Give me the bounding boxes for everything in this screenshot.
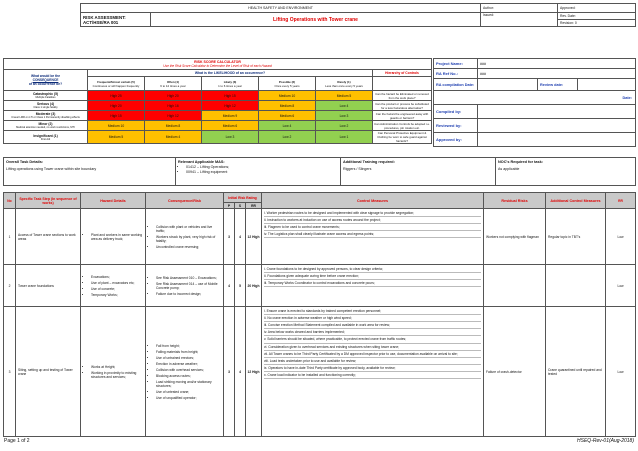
ra-ref-value: ### (478, 69, 636, 79)
noc-label: NOC's Required for task: (498, 160, 543, 164)
hazard-item: • Plant and workers in same working area as delivery truck; (91, 233, 143, 241)
author-field: Author: (481, 4, 558, 13)
consequence-item: • Collision with overhead services; (156, 368, 221, 372)
col-consequence: Consequence/Risk (146, 193, 224, 209)
consequence-list (148, 344, 221, 400)
hazard-item: • Temporary Works; (91, 293, 143, 297)
consequence-item: • Failure due to incorrect design; (156, 292, 221, 296)
assessment-table (3, 192, 636, 437)
consequence-item: • See Risk Assessment 010 – Excavations; (156, 276, 221, 280)
risk-rating: 20 High (246, 265, 262, 307)
overall-task-label: Overall Task Details: (6, 160, 44, 164)
consequence-level: Minor (2) Medical attention needed, no work restrictions, MTI (4, 121, 88, 131)
risk-cell: Low 3 (202, 131, 259, 144)
consequence-list (148, 225, 221, 249)
calculator-subtitle: Use the Risk Score Calculator to Determine the Level of Risk of each Hazard (163, 64, 272, 68)
issued-field: Issued: (481, 13, 558, 27)
risk-cell: Medium 6 (202, 121, 259, 131)
consequence-list (148, 276, 221, 296)
additional-controls: Regular topic in TBT's (546, 209, 606, 265)
doc-title: Lifting Operations with Tower crane (151, 13, 481, 27)
training-value: Riggers / Slingers (343, 167, 372, 171)
residual-risk: Workers not complying with flagman (484, 209, 546, 265)
col-hazard: Hazard Details (81, 193, 146, 209)
consequence-item: • Falling materials from height; (156, 350, 221, 354)
consequence-item: • Workers struck by plant, very high risk of fatality; (156, 235, 221, 243)
consequence-item: • Use of untested crane; (156, 390, 221, 394)
project-name-value: ### (478, 59, 636, 69)
likelihood-heading: What is the LIKELIHOOD of an occurrence? (88, 70, 373, 77)
mas-item: • 00941 – Lifting equipment (186, 170, 338, 174)
likelihood-col: Rarely (1) Less than once every 5 years (316, 77, 373, 91)
review-date-label: Review date: (538, 79, 578, 91)
row-number: 2 (4, 265, 16, 307)
risk-cell: High 16 (145, 101, 202, 111)
control-item: ii. No crane erection in adverse weather or high wind speed; (264, 316, 481, 322)
assessment-row (4, 209, 636, 265)
row-number: 3 (4, 307, 16, 437)
risk-score-calculator (3, 58, 432, 144)
approved-field: Approved: (558, 4, 636, 13)
risk-cell: Low 2 (259, 131, 316, 144)
risk-cell: Medium 8 (145, 121, 202, 131)
control-item: iii. Concise erection Method Statement compiled and available in work area for review; (264, 323, 481, 329)
control-item: vi. Consideration given to overhead services and existing structures when siting tower crane; (264, 345, 481, 351)
hazard-details (81, 265, 146, 307)
ra-ref-label: RA Ref No.: (434, 69, 478, 79)
risk-cell: Low 4 (316, 101, 373, 111)
risk-cell: Medium 9 (202, 111, 259, 121)
risk-cell: High 12 (145, 111, 202, 121)
risk-cell: High 25 (88, 91, 145, 101)
task-step: Tower crane foundations (16, 265, 81, 307)
calculator-row (4, 101, 432, 111)
page-number: Page 1 of 2 (4, 438, 30, 444)
calculator-row (4, 91, 432, 101)
consequence-item: • Load striking moving and/or stationary structures; (156, 380, 221, 388)
hazard-item: • Use of plant – excavators etc; (91, 281, 143, 285)
hazard-details (81, 307, 146, 437)
mas-item: • 01412 – Lifting Operations; (186, 165, 338, 169)
hierarchy-control: Can the product or process be substituted for a less hazardous alternative? (373, 101, 432, 111)
consequence-item: • Collision with plant or vehicles and live traffic; (156, 225, 221, 233)
control-measures (262, 265, 484, 307)
control-item: i. Ensure crane is erected to standards by trained competent erection personnel; (264, 309, 481, 315)
residual-rating: Low (606, 209, 636, 265)
col-no: No (4, 193, 16, 209)
col-control: Control Measures (262, 193, 484, 209)
section-title: HEALTH SAFETY AND ENVIRONMENT (81, 4, 481, 13)
risk-cell: High 12 (202, 101, 259, 111)
col-p: P (224, 203, 235, 209)
control-item: x. Crane load indicator to be installed and functioning correctly; (264, 373, 481, 379)
residual-risk: Failure of crash-detector (484, 307, 546, 437)
col-residual: Residual Risks (484, 193, 546, 209)
col-task: Specific Task Step (In sequence of works) (16, 193, 81, 209)
overall-task-value: Lifting operations using Tower crane within site boundary (6, 167, 97, 171)
hierarchy-control: Can the hazard be engineered away with guards or barriers? (373, 111, 432, 121)
hierarchy-control: Can Personal Protective Equipment & Clothing be worn to safe guard against hazards? (373, 131, 432, 144)
risk-cell: High 20 (145, 91, 202, 101)
consequence-heading: What would be the CONSEQUENCE of an occurrence be? (4, 70, 88, 91)
training-label: Additional Training required: (343, 160, 395, 164)
document-code: HSEQ-Rev-01(Aug-2018) (577, 438, 634, 444)
consequence-level: Insignificant (1) First Aid (4, 131, 88, 144)
residual-rating: Low (606, 307, 636, 437)
control-item: ii. Foundations given adequate curing time before crane erection; (264, 274, 481, 280)
probability: 3 (224, 209, 235, 265)
calculator-row (4, 111, 432, 121)
task-step: Access of Tower crane sections to work areas (16, 209, 81, 265)
consequence-item: • Fall from height; (156, 344, 221, 348)
control-item: i. Crane foundations to be designed by approved persons, to clear design criteria; (264, 267, 481, 273)
revision-field: Revision: 0 (558, 20, 636, 27)
overall-task-details (3, 157, 636, 186)
risk-cell: High 15 (202, 91, 259, 101)
noc-value: As applicable (498, 167, 520, 171)
residual-rating: Low (606, 265, 636, 307)
row-number: 1 (4, 209, 16, 265)
control-item: iv. Area below works cleared and barriers implemented; (264, 330, 481, 336)
hazard-details (81, 209, 146, 265)
risk-cell: Medium 4 (145, 131, 202, 144)
risk-rating: 12 High (246, 209, 262, 265)
risk-cell: Low 3 (316, 111, 373, 121)
consequence-level: Catastrophic (5) Multiple Fatalities (4, 91, 88, 101)
compiled-by-label: Compiled by: (434, 105, 478, 119)
risk-cell: Medium 5 (316, 91, 373, 101)
likelihood-col: Often (4) 6 to 12 times a year (145, 77, 202, 91)
probability: 3 (224, 307, 235, 437)
risk-cell: Medium 10 (259, 91, 316, 101)
consequence-item: • Use of untrained erectors; (156, 356, 221, 360)
reviewed-by-label: Reviewed by: (434, 119, 478, 133)
consequence-item: • Uncontrolled crane reversing; (156, 245, 221, 249)
consequence-level: Serious (4) Class 1 single fatality (4, 101, 88, 111)
hazard-item: • Excavations; (91, 275, 143, 279)
col-rr: RR (246, 203, 262, 209)
doc-ref: RISK ASSESSMENT: ACT/HSE/RA 001 (81, 13, 151, 27)
assessment-row (4, 265, 636, 307)
risk-cell: High 15 (88, 111, 145, 121)
control-item: i. Worker pedestrian routes to be designed and implemented with clear signage to provide segregation; (264, 211, 481, 217)
severity: 5 (235, 265, 246, 307)
rev-date-field: Rev. Date: (558, 13, 636, 20)
hierarchy-heading: Hierarchy of Controls (373, 70, 432, 77)
consequence-details (146, 209, 224, 265)
approved-by-label: Approved by: (434, 133, 478, 147)
ra-compilation-label: RA compilation Date: (434, 79, 478, 91)
risk-cell: Low 2 (316, 121, 373, 131)
risk-cell: Medium 5 (88, 131, 145, 144)
control-item: ix. Operators to have in-date Third Party certificate by approved body, available for review; (264, 366, 481, 372)
control-item: iv. The Logistics plan shall clearly illustrate crane access and egress points; (264, 232, 481, 238)
consequence-item: • Use of unqualified operator; (156, 396, 221, 400)
risk-cell: High 20 (88, 101, 145, 111)
mas-label: Relevant Applicable MAS: (178, 160, 225, 164)
residual-risk (484, 265, 546, 307)
col-s: S (235, 203, 246, 209)
likelihood-col: Frequent/Almost certain (5) Continuous or will happen frequently (88, 77, 145, 91)
control-item: v. Solid barriers should be situated, where practicable, to protect erected crane from traffic routes; (264, 337, 481, 343)
control-item: iii. Temporary Works Coordinator to control excavations and concrete pours; (264, 281, 481, 287)
task-step: Siting, setting up and testing of Tower crane (16, 307, 81, 437)
calculator-row (4, 131, 432, 144)
col-additional: Additional Control Measures (546, 193, 606, 209)
consequence-level: Moderate (3) Cravel LMR on LTI or Class 1 Permanently disabling effects (4, 111, 88, 121)
hazard-item: • Working in proximity to existing structures and services; (91, 371, 143, 379)
risk-cell: Low 4 (259, 121, 316, 131)
risk-cell: Low 1 (316, 131, 373, 144)
mas-list (178, 165, 338, 174)
col-initial: Initial Risk Rating (224, 193, 262, 203)
consequence-details (146, 265, 224, 307)
severity: 4 (235, 307, 246, 437)
risk-cell: Medium 6 (259, 111, 316, 121)
project-info (433, 58, 636, 147)
additional-controls (546, 265, 606, 307)
hazard-list (83, 365, 143, 379)
additional-controls: Crane quarantined until repaired and tested (546, 307, 606, 437)
control-item: vii. All Tower cranes to be Third Party Certificated by a DM approved inspector prior to use, documentation available on arrival to site; (264, 352, 481, 358)
consequence-item: • Erection in adverse weather; (156, 362, 221, 366)
risk-rating: 12 High (246, 307, 262, 437)
consequence-item: • See Risk Assessment 014 – use of Mobile Concrete pump; (156, 282, 221, 290)
project-name-label: Project Name: (434, 59, 478, 69)
calculator-row (4, 121, 432, 131)
assessment-row (4, 307, 636, 437)
hazard-list (83, 275, 143, 297)
hierarchy-control: Can Administration Controls be adopted i.e. procedures, job rotation etc. (374, 121, 430, 130)
severity: 4 (235, 209, 246, 265)
risk-cell: Medium 10 (88, 121, 145, 131)
risk-cell: Medium 8 (259, 101, 316, 111)
control-item: viii. Load tests undertaken prior to use and available for review; (264, 359, 481, 365)
likelihood-col: Possible (2) Once every 5 years (259, 77, 316, 91)
control-measures (262, 307, 484, 437)
hazard-list (83, 233, 143, 241)
consequence-item: • Blocking access routes; (156, 374, 221, 378)
calculator-title: RISK SCORE CALCULATOR (194, 60, 241, 64)
likelihood-col: Likely (3) 1 to 6 times a year (202, 77, 259, 91)
control-item: iii. Flagmen to be used to control crane movements; (264, 225, 481, 231)
control-item: ii. Instruction to workers at induction on use of access routes around the project; (264, 218, 481, 224)
control-measures (262, 209, 484, 265)
hierarchy-control: Can the hazard be Eliminated or removed from the work place? (373, 91, 432, 101)
date-label: Date: (434, 91, 636, 105)
document-header (80, 3, 636, 27)
consequence-details (146, 307, 224, 437)
col-rr2: RR (606, 193, 636, 209)
hazard-item: • Use of concrete; (91, 287, 143, 291)
probability: 4 (224, 265, 235, 307)
hazard-item: • Works at Height; (91, 365, 143, 369)
